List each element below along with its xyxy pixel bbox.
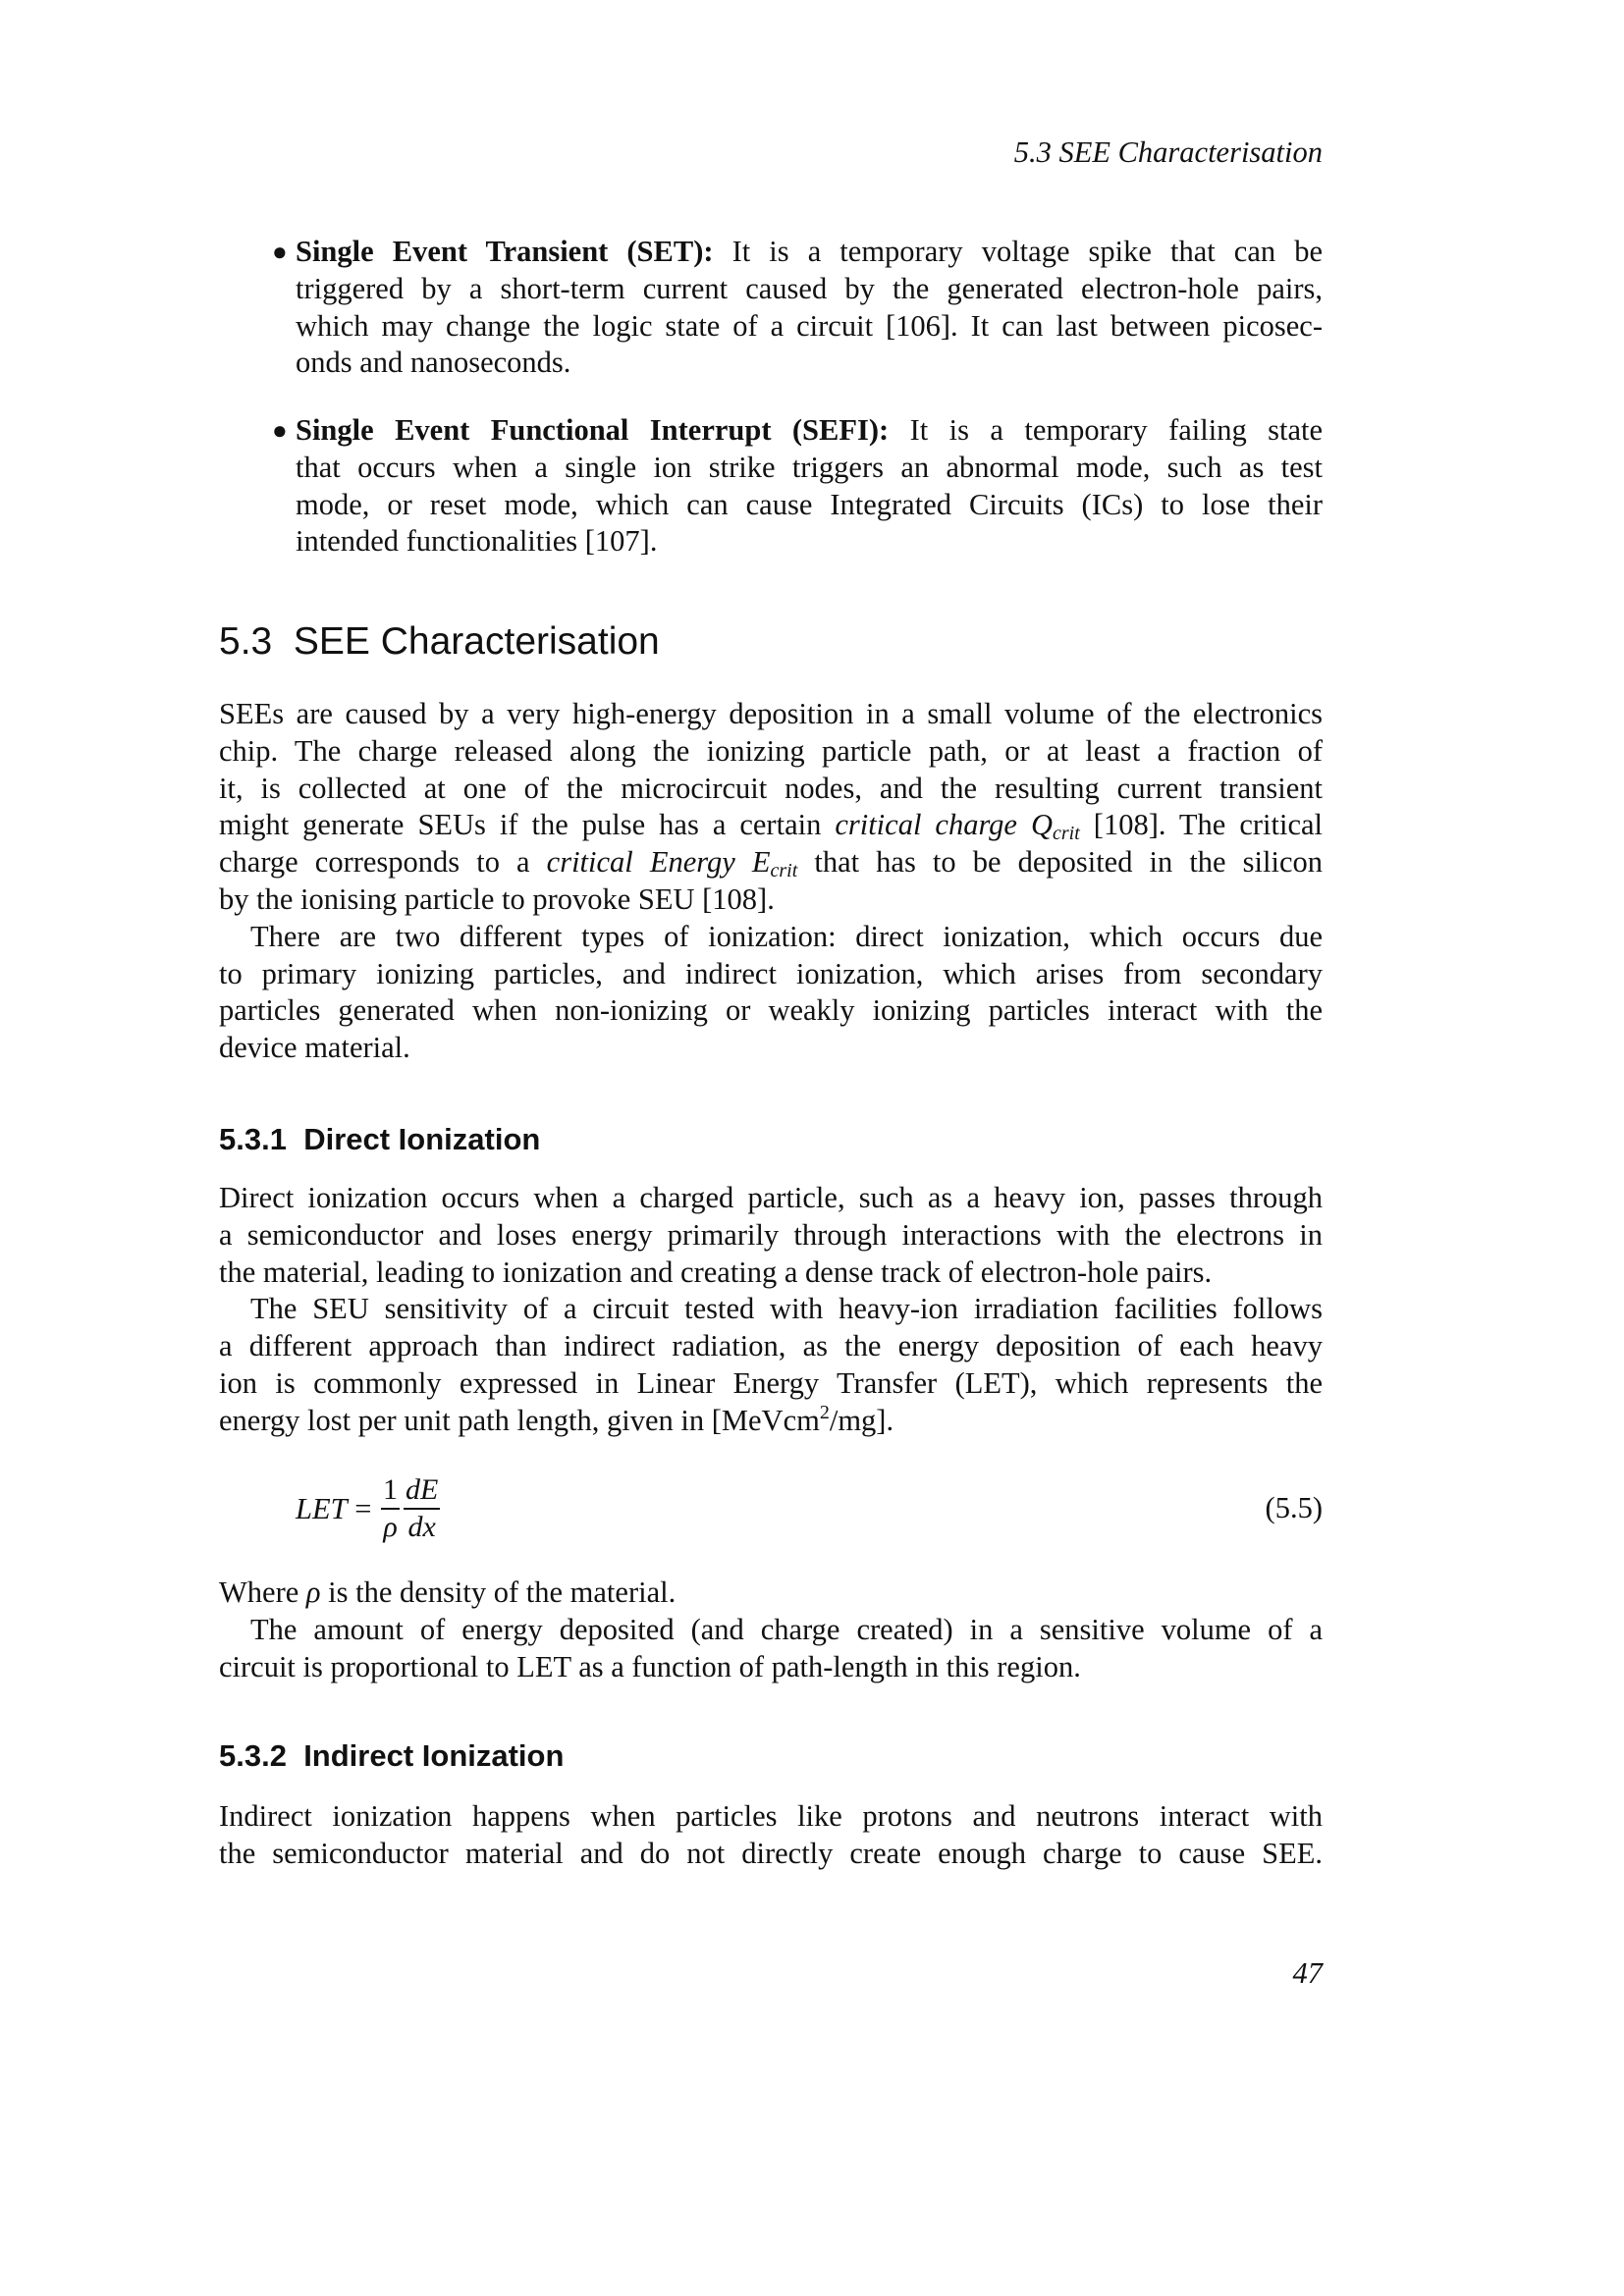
paragraph-see: [219, 696, 1323, 1067]
text-line: mode, or reset mode, which can cause Integrated Circuits (ICs) to lose their: [296, 487, 1323, 521]
text-line: device material.: [219, 1031, 410, 1065]
bullet-term: Single Event Transient (SET):: [296, 235, 714, 268]
text-line: triggered by a short-term current caused by the generated electron-hole pairs,: [296, 271, 1323, 305]
text-line: The SEU sensitivity of a circuit tested with heavy-ion irradiation facilities follows: [250, 1292, 1323, 1326]
text-line: intended functionalities [107].: [296, 524, 658, 559]
subsection-heading: [219, 1120, 540, 1159]
page-number: 47: [1292, 1956, 1323, 1990]
text: charge corresponds to a: [219, 845, 547, 880]
math-sub: crit: [1053, 823, 1080, 845]
text-line: it, is collected at one of the microcircuit nodes, and the resulting current transient: [219, 771, 1323, 805]
section-number: 5.3: [219, 620, 273, 663]
text: Where: [219, 1575, 306, 1609]
math: E: [751, 845, 771, 880]
text-line: a semiconductor and loses energy primarily through interactions with the electrons in: [219, 1217, 1323, 1252]
text-line: Indirect ionization happens when particles like protons and neutrons interact with: [219, 1799, 1323, 1833]
fraction: [404, 1472, 440, 1545]
emphasis: critical charge: [835, 808, 1017, 842]
bullet-icon: ●: [272, 238, 288, 266]
equation-let: [296, 1468, 442, 1550]
math-sub: crit: [770, 860, 798, 881]
text-line: chip. The charge released along the ionizing particle path, or at least a fraction of: [219, 733, 1323, 768]
text-line: SEEs are caused by a very high-energy deposition in a small volume of the electronics: [219, 697, 1323, 730]
fraction: [381, 1472, 400, 1545]
subsection-title: Indirect Ionization: [303, 1738, 565, 1773]
eq-lhs: LET: [296, 1491, 348, 1525]
emphasis: critical Energy: [546, 845, 735, 880]
math: ρ: [305, 1575, 321, 1609]
text-line: the semiconductor material and do not directly create enough charge to cause SEE.: [219, 1836, 1323, 1870]
text: It is a temporary voltage spike that can be: [713, 235, 1323, 268]
text-line: circuit is proportional to LET as a function of path-length in this region.: [219, 1649, 1081, 1683]
text-line: There are two different types of ionization: direct ionization, which occurs due: [250, 919, 1323, 953]
bullet-icon: ●: [272, 416, 288, 445]
subsection-number: 5.3.1: [219, 1122, 287, 1156]
paragraph-where: [219, 1575, 1323, 1685]
paragraph-direct: [219, 1180, 1323, 1440]
running-header: 5.3 SEE Characterisation: [1013, 135, 1323, 169]
text-line: The amount of energy deposited (and charge created) in a sensitive volume of a: [250, 1612, 1323, 1646]
text-line: [219, 1575, 1323, 1612]
bullet-set: [272, 234, 1323, 382]
text-line: ion is commonly expressed in Linear Energy Transfer (LET), which represents the: [219, 1365, 1323, 1400]
text-line: the material, leading to ionization and creating a dense track of electron-hole pairs.: [219, 1255, 1213, 1289]
text: that has to be deposited in the silicon: [797, 845, 1323, 880]
text-line: Direct ionization occurs when a charged particle, such as a heavy ion, passes through: [219, 1181, 1323, 1214]
text-line: particles generated when non-ionizing or weakly ionizing particles interact with the: [219, 993, 1323, 1028]
text-line: by the ionising particle to provoke SEU [108].: [219, 881, 775, 916]
section-title: SEE Characterisation: [293, 620, 660, 663]
superscript: 2: [819, 1402, 830, 1423]
text-line: [219, 844, 1323, 881]
bullet-sefi: [272, 412, 1323, 561]
numerator: 1: [381, 1472, 400, 1510]
text-line: a different approach than indirect radiation, as the energy deposition of each heavy: [219, 1329, 1323, 1363]
text-line: [219, 807, 1323, 844]
text: [108]. The critical: [1079, 808, 1323, 842]
text-line: [219, 1403, 1323, 1440]
text-line: that occurs when a single ion strike triggers an abnormal mode, such as test: [296, 450, 1323, 484]
text-line: to primary ionizing particles, and indirect ionization, which arises from secondary: [219, 956, 1323, 990]
subsection-heading: [219, 1736, 564, 1776]
equation-number: (5.5): [1265, 1491, 1323, 1524]
denominator: dx: [407, 1511, 436, 1543]
paragraph-indirect: [219, 1798, 1323, 1873]
text: It is a temporary failing state: [889, 413, 1323, 447]
bullet-term: Single Event Functional Interrupt (SEFI):: [296, 413, 890, 447]
eq-equals: =: [347, 1491, 380, 1525]
numerator: dE: [404, 1472, 440, 1510]
text: might generate SEUs if the pulse has a certain: [219, 808, 836, 842]
math: Q: [1030, 808, 1054, 842]
subsection-number: 5.3.2: [219, 1738, 287, 1773]
text-line: onds and nanoseconds.: [296, 346, 571, 380]
text: energy lost per unit path length, given in [MeVcm: [219, 1403, 820, 1437]
text: is the density of the material.: [320, 1575, 677, 1609]
subsection-title: Direct Ionization: [303, 1122, 541, 1156]
text-line: which may change the logic state of a circuit [106]. It can last between picosec-: [296, 308, 1323, 343]
denominator: ρ: [383, 1511, 398, 1543]
text: /mg].: [829, 1403, 894, 1437]
section-heading: [219, 616, 660, 667]
